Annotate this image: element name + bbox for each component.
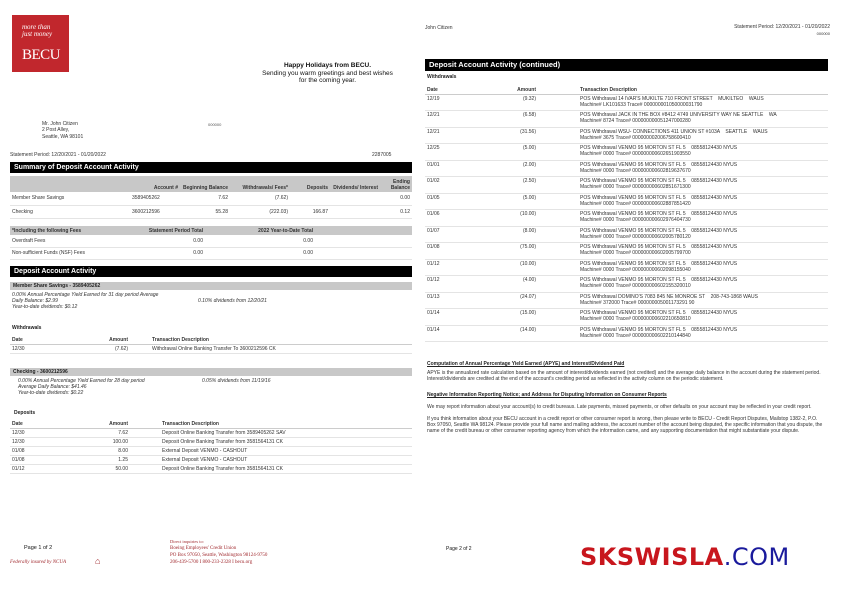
apye-heading: Computation of Annual Percentage Yield Earned (APYE) and Interest/Dividend Paid <box>427 361 625 367</box>
statement-page-2 <box>420 0 850 612</box>
cell-spacer <box>130 455 160 464</box>
savings-heading: Member Share Savings - 3589405262 <box>10 282 412 290</box>
cell-date: 01/08 <box>10 455 80 464</box>
cell-description <box>578 210 828 227</box>
checking-deposits-label: Deposits <box>14 410 36 416</box>
cell-description <box>578 276 828 293</box>
cell-date: 12/21 <box>425 111 490 128</box>
col-spacer <box>130 420 160 428</box>
cell-date: 12/30 <box>10 428 80 437</box>
cell-amount: (75.00) <box>490 243 538 260</box>
col-date: Date <box>10 336 80 344</box>
cell-description <box>578 259 828 276</box>
fees-row <box>10 247 412 259</box>
cell <box>315 247 412 259</box>
cell-spacer <box>130 428 160 437</box>
table-row <box>425 94 828 111</box>
cell-amount: (5.00) <box>490 144 538 161</box>
cell-description <box>578 193 828 210</box>
cell-spacer <box>538 243 578 260</box>
cell-description: Deposit Online Banking Transfer from 3589405262 SAV <box>160 428 412 437</box>
checking-heading: Checking - 3600212596 <box>10 368 412 376</box>
fees-col-ytd: 2022 Year-to-Date Total <box>258 227 313 234</box>
summary-row <box>10 192 412 205</box>
cell: 55.28 <box>180 205 230 218</box>
cell-amount: (14.00) <box>490 325 538 342</box>
cell-spacer <box>538 111 578 128</box>
col-amount: Amount <box>490 86 538 94</box>
cell: Non-sufficient Funds (NSF) Fees <box>10 247 125 259</box>
cell-description <box>578 127 828 144</box>
fees-col-spacer <box>315 226 412 235</box>
cell-date: 12/30 <box>10 344 80 353</box>
summary-row <box>10 205 412 218</box>
cell-date: 01/14 <box>425 325 490 342</box>
table-row <box>425 226 828 243</box>
savings-note-1: 0.00% Annual Percentage Yield Earned for 31 day period Average <box>12 292 159 298</box>
cell-amount: (4.00) <box>490 276 538 293</box>
table-row <box>425 111 828 128</box>
cell-amount: (24.07) <box>490 292 538 309</box>
table-header-row <box>425 86 828 94</box>
cell-amount: (9.32) <box>490 94 538 111</box>
address-city: Seattle, WA 98101 <box>42 133 84 140</box>
description-line-1: POS Withdrawal VENMO 95 MORTON ST FL 5 08558124430 NYUS <box>580 161 738 168</box>
table-row <box>425 177 828 194</box>
description-line-2: Machine# 0000 Trace# 000000000602210650810 <box>580 316 691 322</box>
table-row <box>10 428 412 437</box>
cell-spacer <box>130 446 160 455</box>
cell-spacer <box>538 127 578 144</box>
summary-col-beginning: Beginning Balance <box>182 184 228 191</box>
description-line-1: POS Withdrawal VENMO 95 MORTON ST FL 5 08558124430 NYUS <box>580 260 738 267</box>
fees-col-period: Statement Period Total <box>148 227 203 234</box>
inquiries-line-1: Direct inquiries to: <box>170 539 204 544</box>
cell-description <box>578 94 828 111</box>
watermark-part-2: .COM <box>723 543 790 571</box>
cell-description: Deposit Online Banking Transfer from 3581564131 CK <box>160 464 412 473</box>
cell-date: 01/12 <box>425 259 490 276</box>
fees-row <box>10 235 412 247</box>
cell-amount: (8.00) <box>490 226 538 243</box>
cell-date: 01/08 <box>425 243 490 260</box>
summary-col-account: Account # <box>153 184 178 191</box>
cell-spacer <box>538 177 578 194</box>
col-spacer <box>130 336 150 344</box>
statement-period: Statement Period: 12/20/2021 - 01/20/2022 <box>10 152 106 158</box>
savings-withdrawals-label: Withdrawals <box>12 325 42 331</box>
checking-dividend-rate: 0.05% dividends from 11/19/16 <box>202 378 271 384</box>
cell: 0.00 <box>125 235 205 247</box>
cell: Member Share Savings <box>10 192 130 205</box>
description-line-1: POS Withdrawal DOMINO'S 7083 845 NE MONROE ST 208-743-1868 WAUS <box>580 293 758 300</box>
statement-page-1 <box>0 0 420 612</box>
cell-date: 01/02 <box>425 177 490 194</box>
cell: (7.62) <box>230 192 290 205</box>
mailing-address <box>42 121 83 140</box>
savings-dividend-rate: 0.10% dividends from 12/20/21 <box>198 298 267 304</box>
description-line-1: POS Withdrawal VENMO 95 MORTON ST FL 5 08558124430 NYUS <box>580 310 738 316</box>
watermark-part-1: SKSWISLA <box>580 543 724 571</box>
cell-amount: 8.00 <box>80 446 130 455</box>
inquiries-line-4: 206-439-5700 I 800-233-2328 I becu.org <box>170 560 253 565</box>
summary-col-ending: Ending Balance <box>390 179 410 191</box>
cell-date: 01/13 <box>425 292 490 309</box>
cell-date: 12/19 <box>425 94 490 111</box>
table-row <box>425 243 828 260</box>
cell: (222.03) <box>230 205 290 218</box>
description-line-2: Machine# 0000 Trace# 000000000602155320010 <box>580 283 691 289</box>
cell-spacer <box>538 94 578 111</box>
cell-amount: (15.00) <box>490 309 538 326</box>
checking-deposits-table <box>10 420 412 474</box>
table-row <box>10 344 412 353</box>
table-row <box>10 437 412 446</box>
checking-note-2: Average Daily Balance: $41.46 <box>18 384 87 390</box>
cell-spacer <box>538 210 578 227</box>
inquiries-line-2: Boeing Employees' Credit Union <box>170 546 237 551</box>
description-line-2: Machine# 0000 Trace# 000000000602976404730 <box>580 217 691 223</box>
inquiries-address <box>170 538 267 566</box>
col-date: Date <box>10 420 80 428</box>
cell-spacer <box>538 276 578 293</box>
description-line-2: Machine# 0000 Trace# 000000000602005799700 <box>580 250 691 256</box>
description-line-2: Machine# LK101633 Trace# 000000001050000031790 <box>580 101 703 108</box>
cell-amount: (6.58) <box>490 111 538 128</box>
cell-date: 01/06 <box>425 210 490 227</box>
greeting-line-2: Sending you warm greetings and best wishes <box>262 69 393 77</box>
table-row <box>425 276 828 293</box>
table-row <box>425 193 828 210</box>
cell-description <box>578 309 828 326</box>
cell: 3589405262 <box>130 192 180 205</box>
summary-col-dividends: Dividends/ Interest <box>333 184 378 191</box>
inquiries-line-3: PO Box 97050, Seattle, Washington 98124-9750 <box>170 553 268 558</box>
description-line-2: Machine# 0000 Trace# 000000000602887851420 <box>580 200 691 207</box>
watermark <box>580 543 790 571</box>
checking-note-1: 0.00% Annual Percentage Yield Earned for 28 day period <box>18 378 145 384</box>
description-line-2: Machine# 0000 Trace# 000000000602005780120 <box>580 233 691 240</box>
description-line-1: POS Withdrawal VENMO 95 MORTON ST FL 5 08558124430 NYUS <box>580 227 738 234</box>
cell-spacer <box>130 344 150 353</box>
apye-text: APYE is the annualized rate calculation based on the amount of interest/dividends earned (not credited) and the average daily balance in the account during the statement period. Interest/dividends are credited at the end of the account's crediting period as reflected in the activity column on the periodic statement. <box>427 370 821 382</box>
cell-description <box>578 292 828 309</box>
col-spacer <box>538 86 578 94</box>
description-line-1: POS Withdrawal JACK IN THE BOX #8412 4749 UNIVERSITY WAY NE SEATTLE WA <box>580 112 777 118</box>
table-row <box>425 259 828 276</box>
cell-spacer <box>538 309 578 326</box>
description-line-2: Machine# 0000 Trace# 000000000602651903550 <box>580 151 691 157</box>
greeting-line-3: for the coming year. <box>298 77 357 84</box>
activity-heading: Deposit Account Activity <box>10 266 412 277</box>
col-description: Transaction Description <box>160 420 412 428</box>
table-row <box>10 455 412 464</box>
cell-description: Deposit Online Banking Transfer from 3581564131 CK <box>160 437 412 446</box>
description-line-1: POS Withdrawal VENMO 95 MORTON ST FL 5 08558124430 NYUS <box>580 145 738 151</box>
description-line-1: POS Withdrawal VENMO 95 MORTON ST FL 5 08558124430 NYUS <box>580 194 738 201</box>
withdrawals-table <box>425 86 828 342</box>
cell-date: 01/12 <box>10 464 80 473</box>
description-line-2: Machine# 8724 Trace# 000000000051247000280 <box>580 118 691 124</box>
account-code: 000000 <box>208 122 222 127</box>
cell-amount: (10.00) <box>490 259 538 276</box>
equal-housing-icon: ⌂ <box>95 556 101 566</box>
address-name: Mr. John Citizen <box>42 121 78 127</box>
table-header-row <box>10 336 412 344</box>
summary-header-row <box>10 176 412 192</box>
cell-date: 01/08 <box>10 446 80 455</box>
cell-spacer <box>538 292 578 309</box>
fees-table <box>10 226 412 260</box>
description-line-2: Machine# 0000 Trace# 000000000602098155040 <box>580 266 691 273</box>
description-line-2: Machine# 0000 Trace# 000000000602819637670 <box>580 167 691 174</box>
cell <box>330 192 380 205</box>
cell: 166.87 <box>290 205 330 218</box>
cell-date: 01/12 <box>425 276 490 293</box>
table-row <box>425 160 828 177</box>
summary-table <box>10 176 412 219</box>
activity-continued-heading: Deposit Account Activity (continued) <box>425 59 828 71</box>
table-header-row <box>10 420 412 428</box>
col-date: Date <box>425 86 490 94</box>
withdrawals-label: Withdrawals <box>427 74 457 80</box>
description-line-1: POS Withdrawal VENMO 95 MORTON ST FL 5 08558124430 NYUS <box>580 211 738 217</box>
cell-amount: 50.00 <box>80 464 130 473</box>
cell-date: 12/30 <box>10 437 80 446</box>
holiday-greeting <box>240 62 415 85</box>
cell: 3600212596 <box>130 205 180 218</box>
description-line-1: POS Withdrawal VENMO 95 MORTON ST FL 5 08558124430 NYUS <box>580 326 738 333</box>
cell <box>330 205 380 218</box>
cell-spacer <box>538 160 578 177</box>
cell <box>290 192 330 205</box>
fees-col-label: *Including the following Fees <box>12 227 82 234</box>
cell-spacer <box>538 144 578 161</box>
cell: Checking <box>10 205 130 218</box>
cell: 0.00 <box>205 235 315 247</box>
cell-description <box>578 325 828 342</box>
cell-amount: (31.56) <box>490 127 538 144</box>
cell-description <box>578 160 828 177</box>
cell-description <box>578 243 828 260</box>
description-line-1: POS Withdrawal VENMO 95 MORTON ST FL 5 08558124430 NYUS <box>580 244 738 250</box>
fees-header-row <box>10 226 412 235</box>
cell-amount: (2.50) <box>490 177 538 194</box>
negative-info-text-1: We may report information about your account(s) to credit bureaus. Late payments, missed payments, or other defaults on your account may be reflected in your credit report. <box>427 404 812 410</box>
cell-date: 12/21 <box>425 127 490 144</box>
cell-amount: 7.62 <box>80 428 130 437</box>
table-row <box>425 309 828 326</box>
cell-spacer <box>130 437 160 446</box>
cell-amount: (5.00) <box>490 193 538 210</box>
statement-code: 000000 <box>816 30 830 36</box>
cell-spacer <box>538 325 578 342</box>
cell-description <box>578 226 828 243</box>
summary-col-type <box>10 176 130 192</box>
cell-spacer <box>538 259 578 276</box>
table-row <box>425 144 828 161</box>
col-amount: Amount <box>80 420 130 428</box>
cell-amount: (7.62) <box>80 344 130 353</box>
cell-spacer <box>538 226 578 243</box>
cell-description <box>578 144 828 161</box>
statement-period-header <box>734 25 830 36</box>
page-number: Page 2 of 2 <box>446 546 472 552</box>
cell <box>315 235 412 247</box>
cell-description: External Deposit VENMO - CASHOUT <box>160 446 412 455</box>
table-row <box>425 210 828 227</box>
table-row <box>425 292 828 309</box>
cell: 7.62 <box>180 192 230 205</box>
cell-date: 01/07 <box>425 226 490 243</box>
description-line-1: POS Withdrawal 14 IVAR'S MUKILTE 710 FRONT STREET MUKILTEO WAUS <box>580 95 764 102</box>
description-line-2: Machine# 3675 Trace# 000000002006758600410 <box>580 134 691 141</box>
cell-description: External Deposit VENMO - CASHOUT <box>160 455 412 464</box>
table-row <box>10 464 412 473</box>
col-description: Transaction Description <box>578 86 828 94</box>
statement-number: 2287005 <box>372 152 392 158</box>
negative-info-heading: Negative Information Reporting Notice; and Address for Disputing Information on Consumer Reports <box>427 392 667 398</box>
cell-amount: 1.25 <box>80 455 130 464</box>
table-row <box>425 325 828 342</box>
cell: 0.00 <box>205 247 315 259</box>
cell-amount: (10.00) <box>490 210 538 227</box>
description-line-2: Machine# 0000 Trace# 000000000602851671300 <box>580 184 691 190</box>
description-line-1: POS Withdrawal VENMO 95 MORTON ST FL 5 08558124430 NYUS <box>580 178 738 184</box>
cell-amount: 100.00 <box>80 437 130 446</box>
col-amount: Amount <box>80 336 130 344</box>
summary-heading: Summary of Deposit Account Activity <box>10 162 412 173</box>
savings-note-3: Year-to-date dividends: $0.12 <box>12 304 78 310</box>
cell-date: 01/01 <box>425 160 490 177</box>
cell-date: 12/25 <box>425 144 490 161</box>
description-line-1: POS Withdrawal VENMO 95 MORTON ST FL 5 08558124430 NYUS <box>580 277 738 283</box>
logo-brand: BECU <box>22 47 61 63</box>
checking-note-3: Year-to-date dividends: $0.22 <box>18 390 84 396</box>
checking-notes <box>18 378 145 396</box>
logo-tagline: more than just money <box>22 23 53 38</box>
cell-amount: (2.00) <box>490 160 538 177</box>
account-holder-name: John Citizen <box>425 25 453 31</box>
cell: 0.00 <box>125 247 205 259</box>
address-street: 2 Post Alley, <box>42 127 70 134</box>
cell: 0.00 <box>380 192 412 205</box>
savings-notes <box>12 292 158 310</box>
becu-logo <box>12 15 69 72</box>
col-description: Transaction Description <box>150 336 412 344</box>
cell-description <box>578 111 828 128</box>
negative-info-text-2: If you think information about your BECU account in a credit report or other consumer report is wrong, then please write to BECU - Credit Report Disputes, Mailstop 1382-2, P.O. Box 97050, Seattle WA 98124. Please provide your full name and mailing address, the account number of the account being disputed, the specific information that you dispute, the name of the credit bureau or other consumer reporting agency from which the information came, and any supporting documentation that might substantiate your dispute. <box>427 416 823 434</box>
cell: 0.12 <box>380 205 412 218</box>
ncua-notice: Federally insured by NCUA <box>10 560 67 565</box>
savings-withdrawals-table <box>10 336 412 354</box>
summary-col-deposits: Deposits <box>306 184 328 191</box>
greeting-line-1: Happy Holidays from BECU. <box>283 62 372 69</box>
cell-spacer <box>538 193 578 210</box>
savings-note-2: Daily Balance: $2.99 <box>12 298 58 304</box>
table-row <box>425 127 828 144</box>
cell-spacer <box>130 464 160 473</box>
cell-description: Withdrawal Online Banking Transfer To 3600212596 CK <box>150 344 412 353</box>
page-number: Page 1 of 2 <box>24 545 53 551</box>
cell: Overdraft Fees <box>10 235 125 247</box>
description-line-1: POS Withdrawal WSU- CONNECTIONS 411 UNION ST #103A SEATTLE WAUS <box>580 128 768 135</box>
cell-date: 01/14 <box>425 309 490 326</box>
table-row <box>10 446 412 455</box>
cell-description <box>578 177 828 194</box>
statement-period: Statement Period: 12/20/2021 - 01/20/2022 <box>734 24 830 30</box>
description-line-2: Machine# 372000 Trace# 000000005001173291 90 <box>580 299 695 306</box>
cell-date: 01/05 <box>425 193 490 210</box>
summary-col-withdrawals: Withdrawals/ Fees* <box>242 184 288 191</box>
description-line-2: Machine# 0000 Trace# 000000000602210144840 <box>580 332 691 339</box>
